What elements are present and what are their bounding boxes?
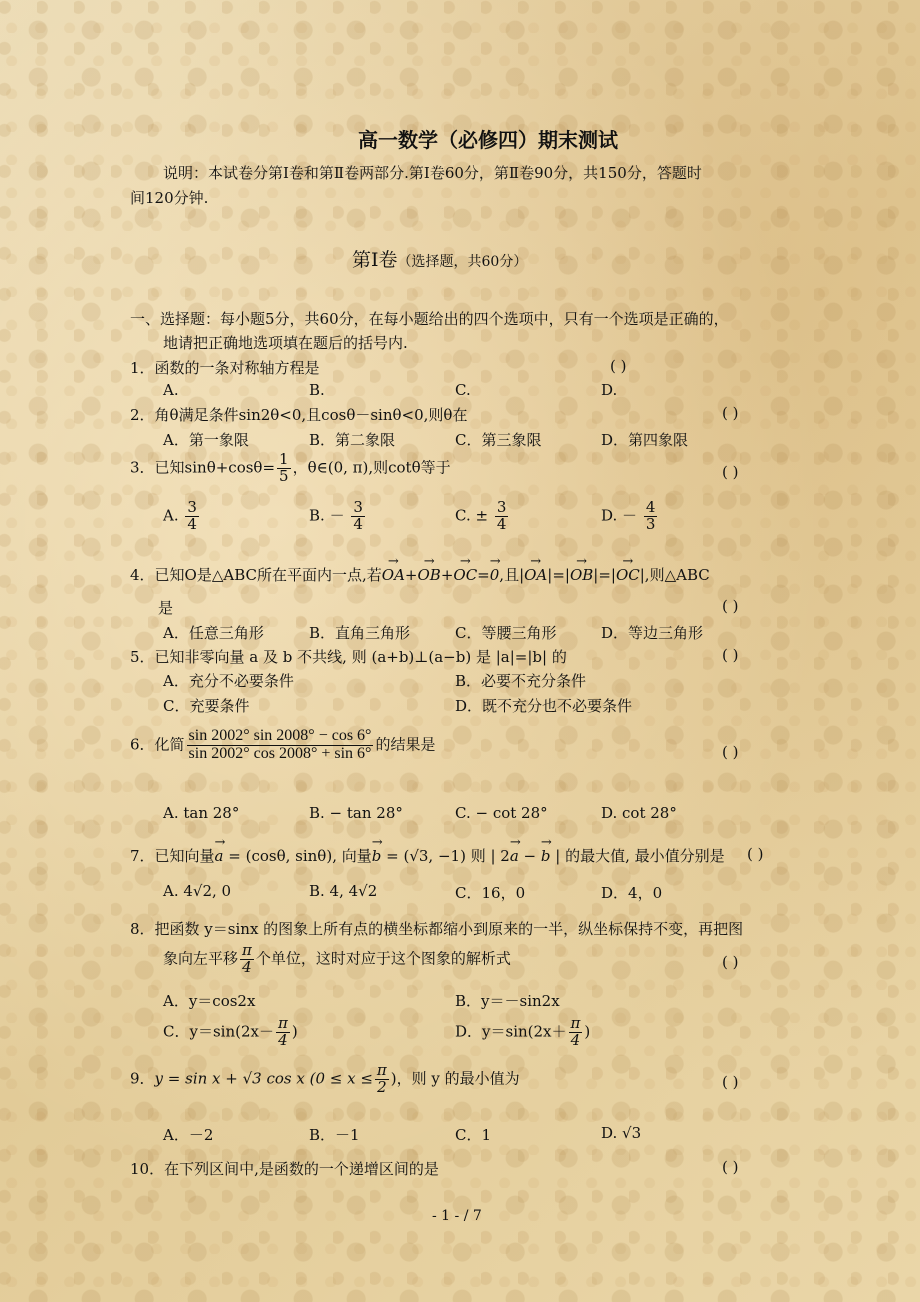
fraction-num: π [570,1014,581,1032]
question-9-option-d: D. √3 [601,1124,642,1142]
vector-oc-abs: → OC [616,566,640,584]
option-fraction-num: 4 [645,498,656,516]
question-3-option-a [163,500,201,533]
question-9-stem-post: )，则 y 的最小值为 [390,1069,520,1088]
question-3-fraction [277,452,291,485]
question-8-stem-post: 个单位，这时对应于这个图象的解析式 [255,949,511,968]
vector-zero: → 0 [490,566,500,584]
vector-a-definition: = (cosθ, sinθ) [223,847,333,865]
question-1-option-c: C. [455,381,471,399]
vector-oa-abs: → OA [524,566,547,584]
part1-instruction-1: 一、选择题：每小题5分，共60分，在每小题给出的四个选项中，只有一个选项是正确的， [130,310,729,328]
vector-b-2: → b [541,847,551,865]
option-fraction [185,500,199,533]
fraction-den: 2 [377,1077,387,1096]
question-1-option-d: D. [601,381,618,399]
fraction-den: 4 [278,1030,288,1049]
option-sign: ± [475,506,489,525]
question-4-stem-pre: 4．已知O是△ABC所在平面内一点,若 [130,566,382,584]
question-6-option-c: C. − cot 28° [455,804,548,822]
option-sign: － [329,506,345,525]
option-fraction-num: 3 [187,498,197,516]
page-title: 高一数学（必修四）期末测试 [358,128,618,152]
option-d-fraction [569,1016,583,1049]
question-1-option-b: B. [309,381,325,399]
vector-oc: → OC [453,566,477,584]
question-4-option-d: D．等边三角形 [601,624,704,642]
vector-a: → a [215,847,224,865]
question-9-number: 9． [130,1069,155,1088]
question-9-fraction [375,1063,389,1096]
question-1-answer-bracket: ( ) [610,357,627,375]
question-9-formula: y = sin x + √3 cos x (0 ≤ x ≤ [154,1069,373,1088]
question-3-answer-bracket: ( ) [722,463,739,481]
question-2-option-d: D．第四象限 [601,431,689,449]
vector-b-definition: = (√3, −1) [381,847,466,865]
option-fraction-num: 3 [496,498,507,516]
question-10-answer-bracket: ( ) [722,1158,739,1176]
question-4-option-b: B．直角三角形 [309,624,411,642]
question-7-stem-mid: , 向量 [332,847,372,865]
question-8-stem-pre: 象向左平移 [163,949,239,968]
question-4-answer-bracket: ( ) [722,597,739,615]
question-5-stem: 5．已知非零向量 a 及 b 不共线, 则 (a+b)⊥(a−b) 是 |a|=|b| 的 [130,648,567,666]
question-2-answer-bracket: ( ) [722,404,739,422]
question-5-option-c: C．充要条件 [163,697,250,715]
section-heading-sub: （选择题，共60分） [397,254,528,270]
question-4-stem-post: |,则△ABC [639,566,710,584]
option-fraction-den: 4 [496,514,507,533]
question-6-fraction [187,728,374,763]
question-3-stem [130,452,451,485]
question-3-stem-pre: 3．已知sinθ+cosθ= [130,458,276,477]
question-9-option-a: A．－2 [163,1126,214,1144]
question-3-stem-post: ，θ∈(0, π),则cotθ等于 [292,458,451,477]
question-4-option-c: C．等腰三角形 [455,624,557,642]
question-7-stem-pre: 7．已知向量 [130,847,215,865]
question-7-stem-post-1: 则 | 2 [465,847,510,865]
option-d-pre: D．y＝sin(2x＋ [455,1022,567,1041]
option-sign: － [622,506,638,525]
question-3-fraction-num: 1 [279,450,289,468]
fraction-num: π [242,941,252,959]
question-6-option-a: A. tan 28° [163,804,240,822]
question-1-option-a: A. [163,381,179,399]
intro-line-2: 间120分钟. [130,189,209,207]
question-8-option-d [455,1016,590,1049]
question-6-stem-post: 的结果是 [375,735,436,754]
question-1-stem: 1．函数的一条对称轴方程是 [130,359,320,377]
question-6-fraction-den: sin 2002° cos 2008° + sin 6° [188,744,372,762]
question-7-option-b: B. 4, 4√2 [309,882,378,900]
option-d-close: ) [584,1022,591,1041]
intro-line-1: 说明：本试卷分第Ⅰ卷和第Ⅱ卷两部分.第Ⅰ卷60分，第Ⅱ卷90分，共150分，答题时 [163,164,702,182]
question-4-stem-mid: ,且| [499,566,525,584]
question-3-option-d [601,500,659,533]
option-label: A. [163,506,179,525]
part1-instruction-2: 地请把正确地选项填在题后的括号内. [163,334,408,352]
question-5-answer-bracket: ( ) [722,646,739,664]
fraction-den: 4 [242,957,252,976]
question-3-option-c [455,500,510,533]
option-fraction-den: 4 [187,514,197,533]
question-9-option-c: C．1 [455,1126,492,1144]
question-6-answer-bracket: ( ) [722,743,739,761]
fraction-num: π [376,1061,387,1079]
question-8-option-c [163,1016,298,1049]
question-8-fraction [240,943,254,976]
question-9-stem [130,1063,520,1096]
question-8-stem-line-1: 8．把函数 y＝sinx 的图象上所有点的横坐标都缩小到原来的一半，纵坐标保持不变，再把图 [130,920,744,938]
question-6-stem-pre: 6．化简 [130,735,185,754]
vector-ob-abs: → OB [570,566,593,584]
question-8-stem-line-2 [163,943,511,976]
section-heading [352,245,527,272]
question-8-answer-bracket: ( ) [722,953,739,971]
question-4-stem: 4．已知O是△ABC所在平面内一点,若→ OA+→ OB+→ OC=→ 0,且|→ OA|=|→ OB|=|→ OC|,则△ABC [130,564,710,585]
question-7-answer-bracket: ( ) [747,845,764,863]
question-5-option-b: B．必要不充分条件 [455,672,587,690]
section-heading-main: 第Ⅰ卷 [352,249,398,271]
question-7-option-d: D．4，0 [601,884,663,902]
question-5-option-d: D．既不充分也不必要条件 [455,697,633,715]
vector-a-2: → a [510,847,519,865]
question-2-option-c: C．第三象限 [455,431,542,449]
question-8-option-a: A．y＝cos2x [163,992,256,1010]
vector-ob: → OB [417,566,440,584]
vector-b: → b [372,847,382,865]
question-7-stem-post-2: − [518,847,541,865]
option-fraction [351,500,365,533]
option-fraction [644,500,658,533]
option-fraction-den: 4 [353,514,363,533]
question-9-option-b: B．－1 [309,1126,360,1144]
question-6-stem [130,728,435,763]
question-3-option-b [309,500,367,533]
page-number-footer: - 1 - / 7 [432,1208,482,1224]
question-10-stem: 10．在下列区间中,是函数的一个递增区间的是 [130,1160,439,1178]
question-6-option-d: D. cot 28° [601,804,677,822]
question-7-option-c: C．16，0 [455,884,526,902]
question-2-option-b: B．第二象限 [309,431,396,449]
vector-oa: → OA [382,566,405,584]
question-5-option-a: A．充分不必要条件 [163,672,294,690]
question-6-fraction-num: sin 2002° sin 2008° − cos 6° [188,727,372,744]
option-c-close: ) [291,1022,298,1041]
question-4-stem-line-2: 是 [158,599,174,617]
option-c-pre: C．y＝sin(2x－ [163,1022,274,1041]
question-8-option-b: B．y＝－sin2x [455,992,560,1010]
option-fraction [495,500,509,533]
question-7-stem-post-3: | 的最大值, 最小值分别是 [550,847,725,865]
question-9-answer-bracket: ( ) [722,1073,739,1091]
option-fraction-num: 3 [353,498,363,516]
fraction-num: π [277,1014,288,1032]
question-2-stem: 2．角θ满足条件sin2θ<0,且cosθ－sinθ<0,则θ在 [130,406,468,424]
option-label: B. [309,506,325,525]
question-7-stem [130,845,725,866]
option-label: D. [601,506,618,525]
option-label: C. [455,506,471,525]
question-4-option-a: A．任意三角形 [163,624,264,642]
fraction-den: 4 [570,1030,581,1049]
question-2-option-a: A．第一象限 [163,431,249,449]
option-fraction-den: 3 [645,514,656,533]
question-3-fraction-den: 5 [279,466,289,485]
question-7-option-a: A. 4√2, 0 [163,882,232,900]
option-c-fraction [276,1016,290,1049]
question-6-option-b: B. − tan 28° [309,804,403,822]
